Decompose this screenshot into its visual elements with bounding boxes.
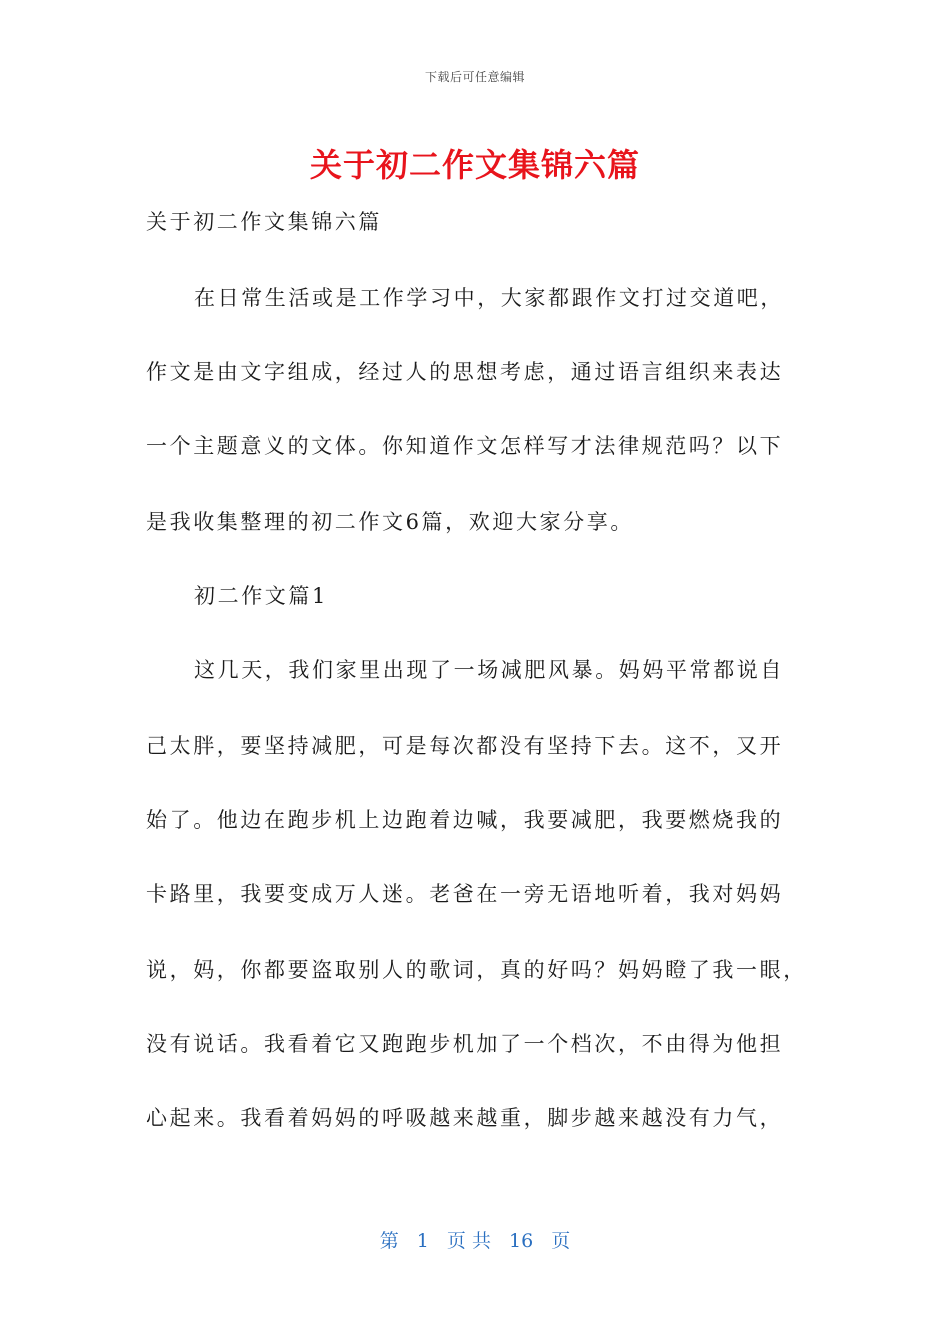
total-page-count: 16 bbox=[509, 1230, 534, 1252]
body-line: 始了。他边在跑步机上边跑着边喊，我要减肥，我要燃烧我的 bbox=[146, 808, 784, 832]
body-line: 心起来。我看着妈妈的呼吸越来越重，脚步越来越没有力气， bbox=[146, 1106, 784, 1130]
page-footer bbox=[0, 1226, 950, 1253]
body-line: 这几天，我们家里出现了一场减肥风暴。妈妈平常都说自 bbox=[194, 658, 784, 682]
body-line: 一个主题意义的文体。你知道作文怎样写才法律规范吗？以下 bbox=[146, 434, 784, 458]
subtitle-line: 关于初二作文集锦六篇 bbox=[146, 210, 382, 234]
body-line: 在日常生活或是工作学习中，大家都跟作文打过交道吧， bbox=[194, 286, 784, 310]
section-heading: 初二作文篇1 bbox=[194, 584, 328, 608]
header-note: 下载后可任意编辑 bbox=[424, 70, 525, 84]
body-line: 卡路里，我要变成万人迷。老爸在一旁无语地听着，我对妈妈 bbox=[146, 882, 784, 906]
body-line: 没有说话。我看着它又跑跑步机加了一个档次，不由得为他担 bbox=[146, 1032, 784, 1056]
body-line: 是我收集整理的初二作文6篇，欢迎大家分享。 bbox=[146, 510, 634, 534]
body-line: 作文是由文字组成，经过人的思想考虑，通过语言组织来表达 bbox=[146, 360, 784, 384]
document-title: 关于初二作文集锦六篇 bbox=[309, 146, 640, 184]
current-page-number: 1 bbox=[416, 1230, 429, 1252]
footer-mid: 页 共 bbox=[446, 1230, 491, 1252]
footer-suffix: 页 bbox=[551, 1230, 571, 1252]
body-line: 说，妈，你都要盗取别人的歌词，真的好吗？妈妈瞪了我一眼， bbox=[146, 958, 807, 982]
body-line: 己太胖，要坚持减肥，可是每次都没有坚持下去。这不，又开 bbox=[146, 734, 784, 758]
footer-prefix: 第 bbox=[379, 1230, 399, 1252]
